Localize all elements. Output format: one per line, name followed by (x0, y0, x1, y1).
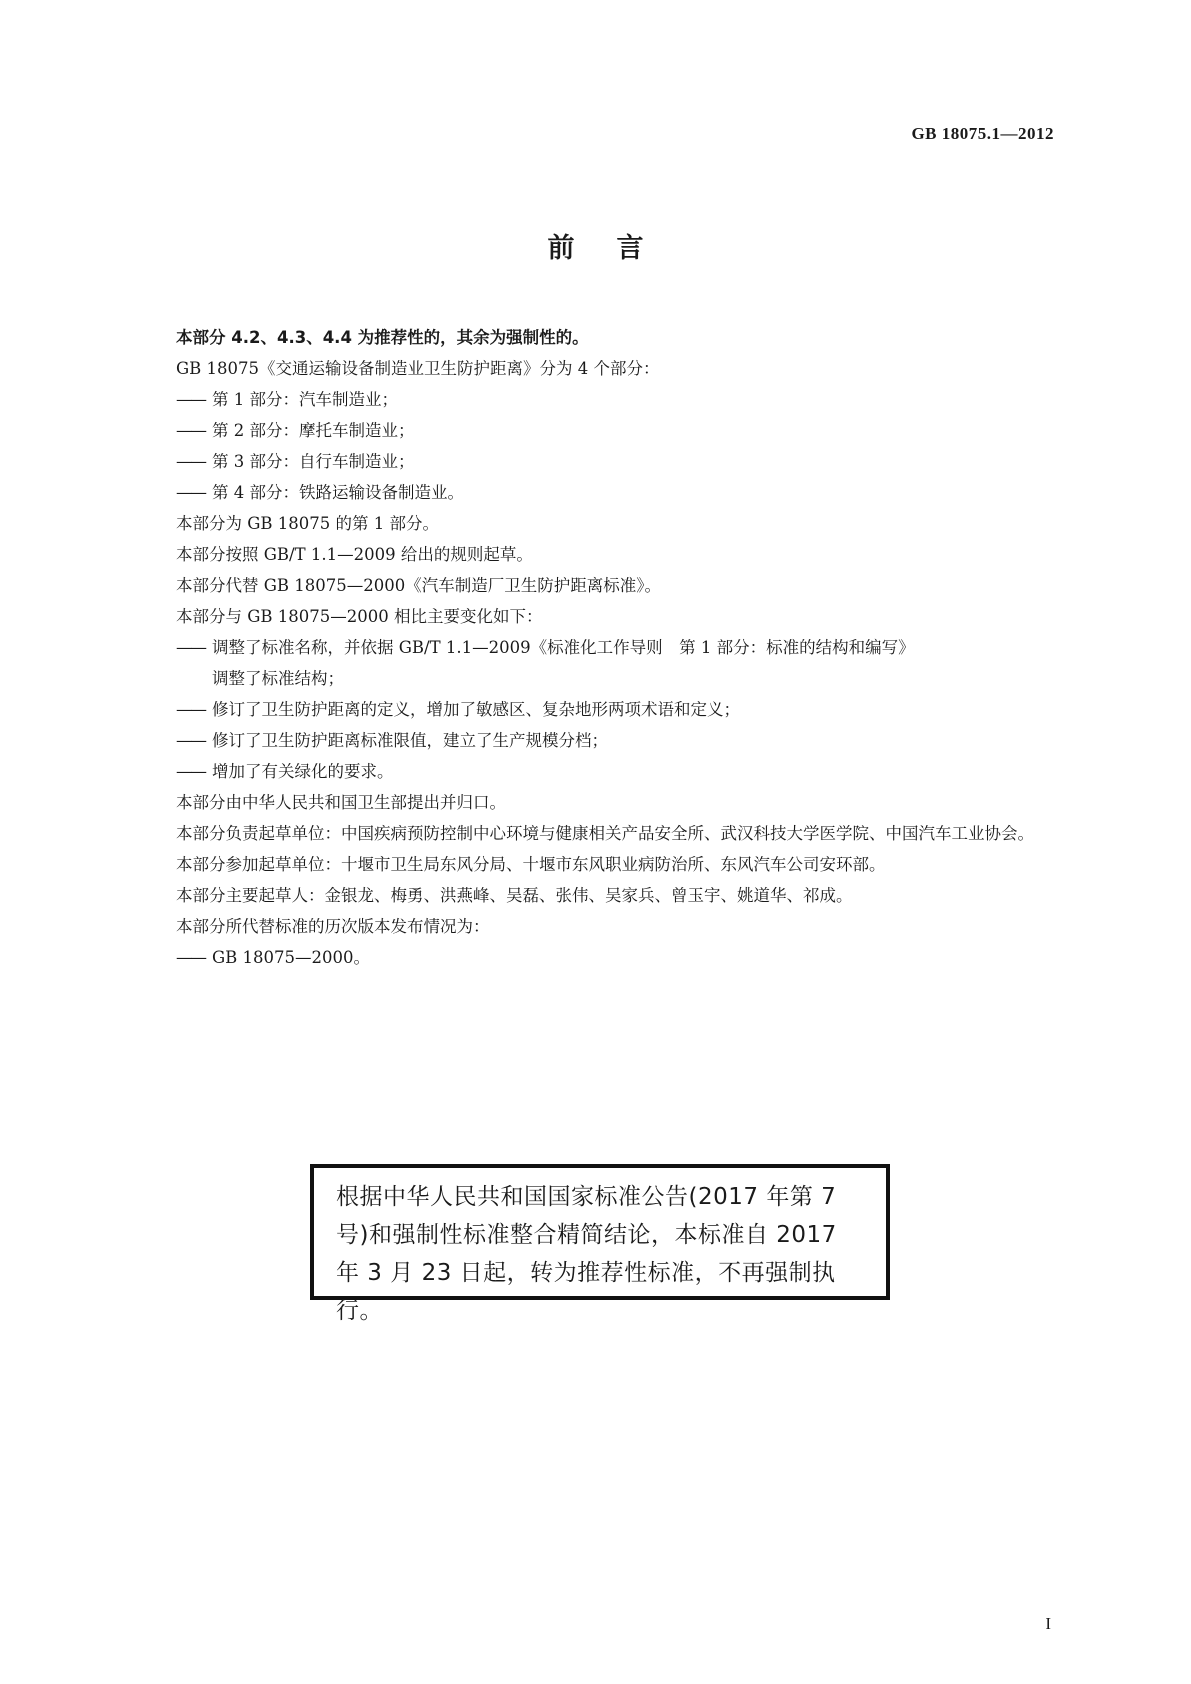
notice-line: 年 3 月 23 日起，转为推荐性标准，不再强制执行。 (336, 1260, 836, 1324)
paragraph-recommended-clauses: 本部分 4.2、4.3、4.4 为推荐性的，其余为强制性的。 (176, 328, 589, 347)
change-line-continued: 调整了标准结构； (212, 669, 344, 688)
dash-bullet: —— (176, 452, 205, 471)
page-title: 前言 (547, 233, 686, 264)
list-item-part: —— 第 1 部分：汽车制造业； (138, 384, 1070, 415)
paragraph-proposer: 本部分由中华人民共和国卫生部提出并归口。 (176, 793, 506, 812)
dash-bullet: —— (176, 700, 205, 719)
notice-box (310, 1164, 890, 1324)
list-item-change: —— 修订了卫生防护距离的定义，增加了敏感区、复杂地形两项术语和定义； (138, 694, 1070, 725)
list-item-part: —— 第 2 部分：摩托车制造业； (138, 415, 1070, 446)
standard-number: GB 18075.1—2012 (911, 124, 1054, 143)
paragraph-responsible-drafters: 本部分负责起草单位：中国疾病预防控制中心环境与健康相关产品安全所、武汉科技大学医学院、中国汽车工业协会。 (176, 824, 1034, 843)
paragraph-part-number: 本部分为 GB 18075 的第 1 部分。 (176, 514, 440, 533)
paragraph-version-history: 本部分所代替标准的历次版本发布情况为： (176, 917, 490, 936)
paragraph-series-parts: GB 18075《交通运输设备制造业卫生防护距离》分为 4 个部分： (176, 359, 660, 378)
notice-line: 根据中华人民共和国国家标准公告(2017 年第 7 (336, 1184, 837, 1210)
dash-bullet: —— (176, 421, 205, 440)
dash-bullet: —— (176, 948, 205, 967)
dash-bullet: —— (176, 483, 205, 502)
change-line: 调整了标准名称，并依据 GB/T 1.1—2009《标准化工作导则 第 1 部分：标准的结构和编写》 (212, 638, 915, 657)
paragraph-participating-drafters: 本部分参加起草单位：十堰市卫生局东风分局、十堰市东风职业病防治所、东风汽车公司安环部。 (176, 855, 886, 874)
dash-bullet: —— (176, 390, 205, 409)
list-item-change: —— 增加了有关绿化的要求。 (138, 756, 1070, 787)
list-item-change (138, 632, 1070, 694)
notice-line: 号)和强制性标准整合精简结论，本标准自 2017 (336, 1222, 837, 1248)
dash-bullet: —— (176, 731, 205, 750)
paragraph-drafting-rules: 本部分按照 GB/T 1.1—2009 给出的规则起草。 (176, 545, 533, 564)
list-item-part: —— 第 4 部分：铁路运输设备制造业。 (138, 477, 1070, 508)
list-item-part: —— 第 3 部分：自行车制造业； (138, 446, 1070, 477)
list-item-change: —— 修订了卫生防护距离标准限值，建立了生产规模分档； (138, 725, 1070, 756)
paragraph-main-drafters: 本部分主要起草人：金银龙、梅勇、洪燕峰、吴磊、张伟、吴家兵、曾玉宇、姚道华、祁成。 (176, 886, 853, 905)
list-item-history: —— GB 18075—2000。 (138, 942, 1070, 973)
dash-bullet: —— (176, 638, 205, 657)
foreword-body (138, 322, 1070, 973)
dash-bullet: —— (176, 762, 205, 781)
paragraph-replaces: 本部分代替 GB 18075—2000《汽车制造厂卫生防护距离标准》。 (176, 576, 662, 595)
paragraph-main-changes: 本部分与 GB 18075—2000 相比主要变化如下： (176, 607, 543, 626)
page-number: I (1045, 1614, 1051, 1633)
